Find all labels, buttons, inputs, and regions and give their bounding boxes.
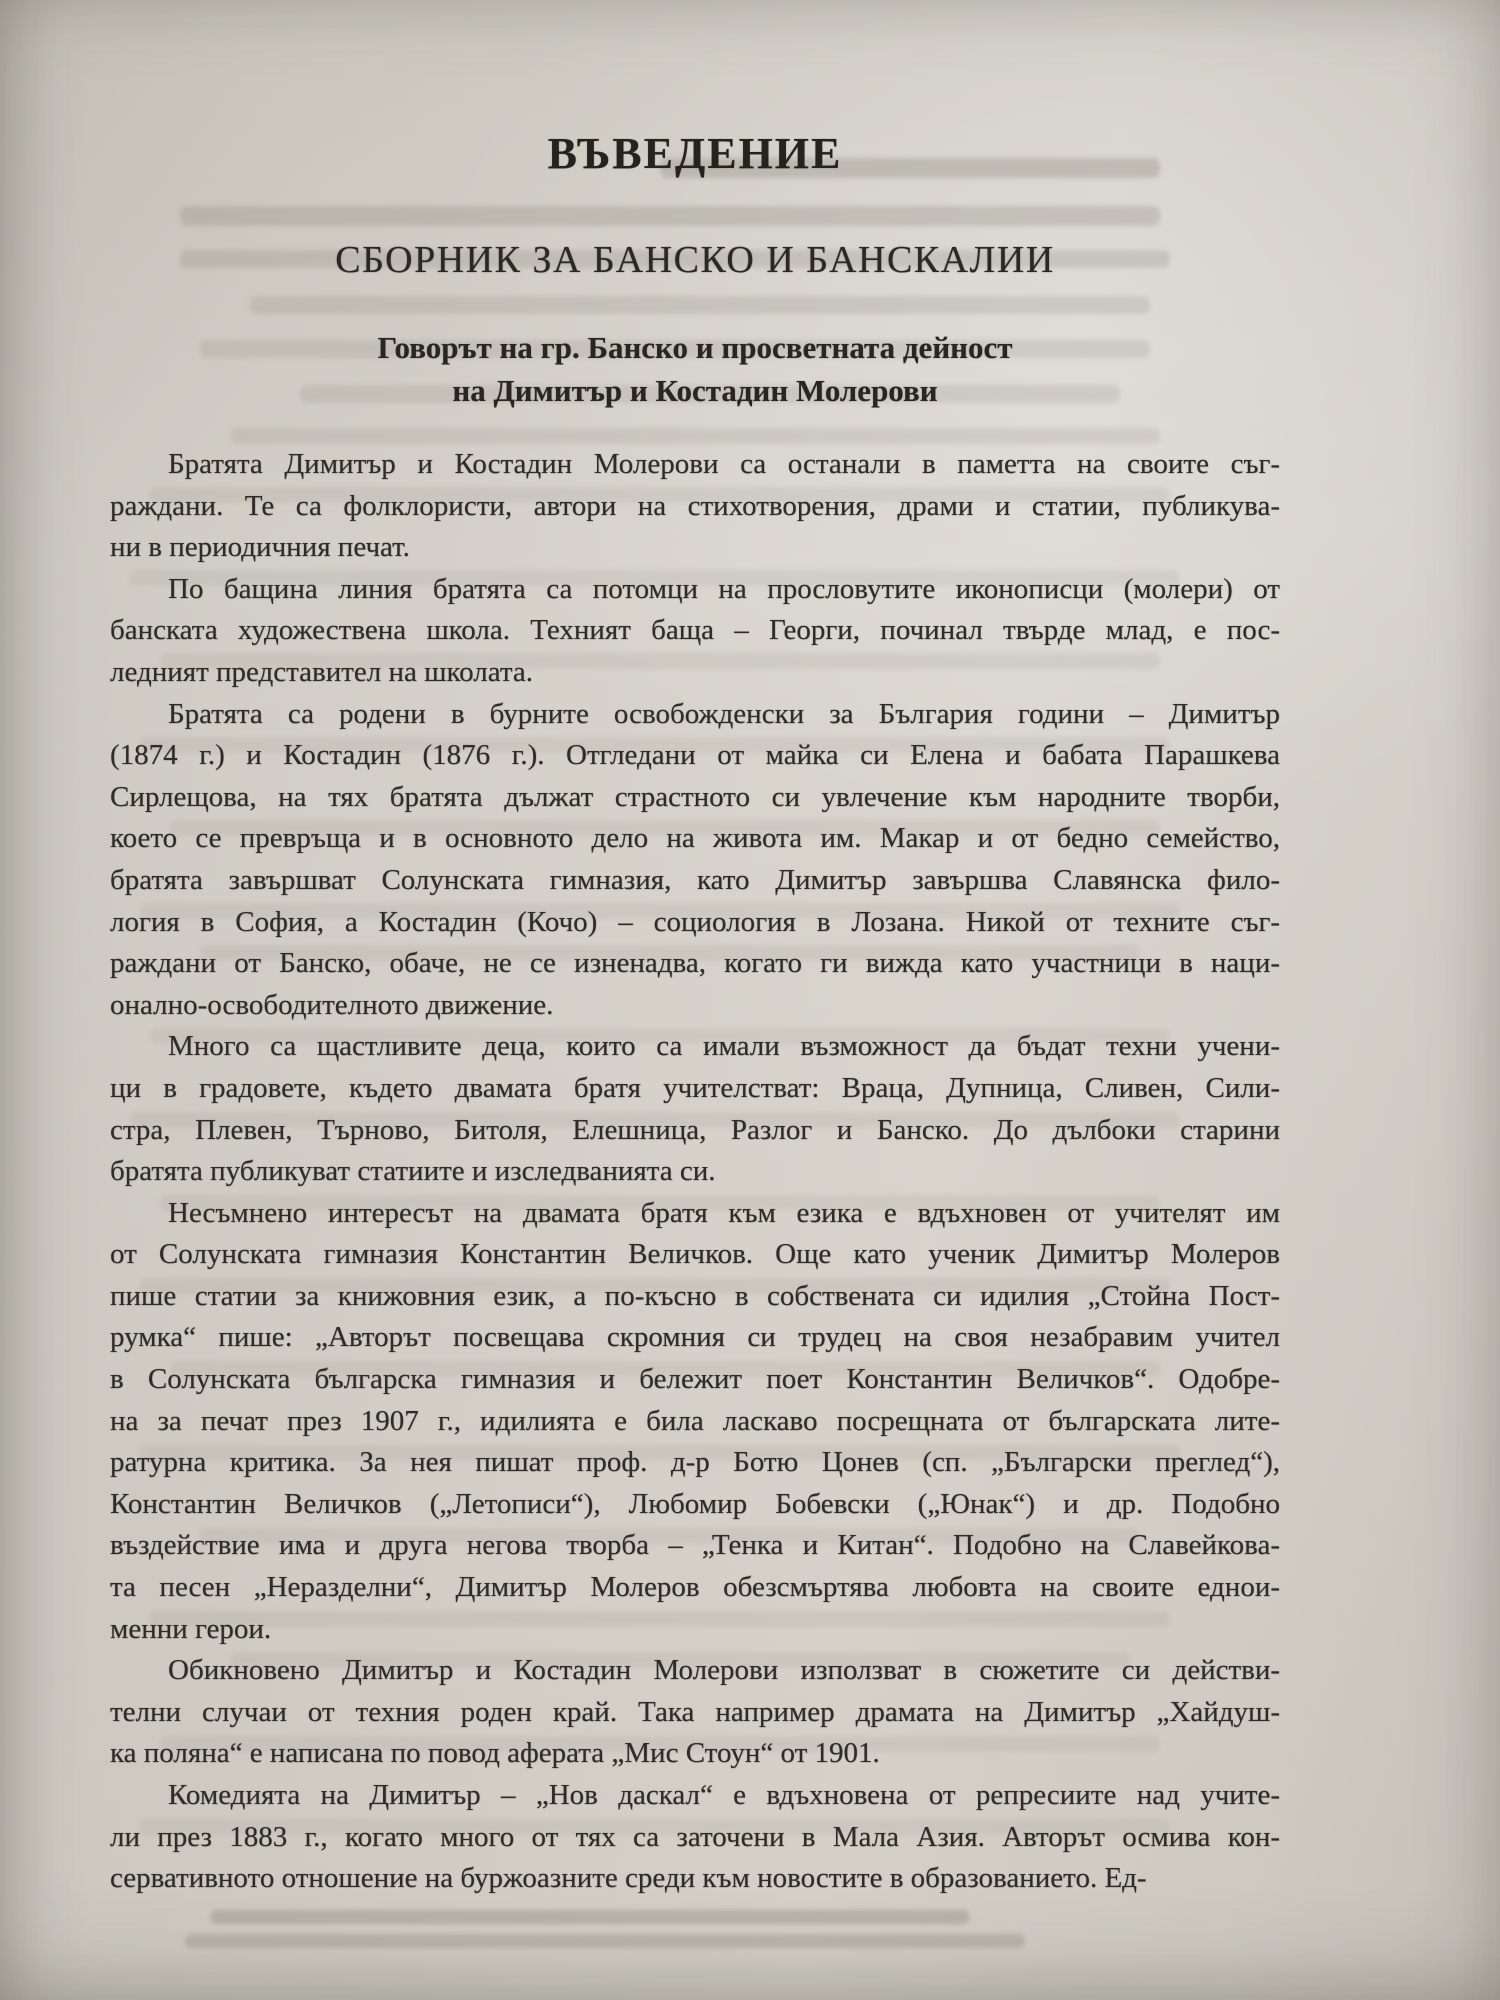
text-line: на за печат през 1907 г., идилията е била ласкаво посрещната от българската лите-: [110, 1404, 1280, 1437]
text-line: Сирлещова, на тях братята дължат страстното си увлечение към народните творби,: [110, 780, 1280, 813]
text-line: раждани. Те са фолклористи, автори на стихотворения, драми и статии, публикува-: [110, 489, 1280, 522]
body-text: [110, 444, 1280, 1900]
footnote-ghost-line: [185, 1934, 1025, 1948]
paragraph: [110, 1650, 1280, 1775]
section-heading-line1: Говорът на гр. Банско и просветната дейност: [377, 330, 1013, 365]
text-line: Братята са родени в бурните освобожденски за България години – Димитър: [168, 697, 1280, 730]
text-line: което се превръща и в основното дело на живота им. Макар и от бедно семейство,: [110, 822, 1280, 855]
text-line: ледният представител на школата.: [110, 655, 533, 688]
paragraph: [110, 444, 1280, 569]
paragraph: [110, 1026, 1280, 1192]
text-line: логия в София, а Костадин (Кочо) – социология в Лозана. Никой от техните съг-: [110, 905, 1280, 938]
text-line: братята завършват Солунската гимназия, като Димитър завършва Славянска фило-: [110, 863, 1280, 896]
text-line: та песен „Неразделни“, Димитър Молеров обезсмъртява любовта на своите еднои-: [110, 1571, 1280, 1604]
bleedthrough-line: [250, 296, 1150, 314]
section-heading-line2: на Димитър и Костадин Молерови: [452, 373, 938, 408]
text-line: ци в градовете, където двамата братя учителстват: Враца, Дупница, Сливен, Сили-: [110, 1071, 1280, 1104]
text-line: ратурна критика. За нея пишат проф. д-р Ботю Цонев (сп. „Български преглед“),: [110, 1446, 1280, 1479]
text-line: телни случаи от техния роден край. Така например драмата на Димитър „Хайдуш-: [110, 1695, 1280, 1728]
text-line: (1874 г.) и Костадин (1876 г.). Отгледани от майка си Елена и бабата Парашкева: [110, 739, 1280, 772]
text-line: Обикновено Димитър и Костадин Молерови използват в сюжетите си действи-: [168, 1654, 1280, 1687]
paragraph: [110, 569, 1280, 694]
text-line: пише статии за книжовния език, а по-късно в собствената си идилия „Стойна Пост-: [110, 1279, 1280, 1312]
text-line: Братята Димитър и Костадин Молерови са останали в паметта на своите съг-: [168, 448, 1280, 480]
text-line: банската художествена школа. Техният баща – Георги, починал твърде млад, е пос-: [110, 614, 1280, 647]
text-line: румка“ пише: „Авторът посвещава скромния си трудец на своя незабравим учител: [110, 1321, 1280, 1354]
text-line: раждани от Банско, обаче, не се изненадва, когато ги вижда като участници в наци-: [110, 947, 1280, 980]
text-line: онално-освободителното движение.: [110, 988, 554, 1021]
text-line: от Солунската гимназия Константин Величков. Още като ученик Димитър Молеров: [110, 1238, 1280, 1271]
text-line: Константин Величков („Летописи“), Любомир Бобевски („Юнак“) и др. Подобно: [110, 1487, 1280, 1520]
footnote-ghost-line: [210, 1910, 970, 1924]
paragraph: [110, 1775, 1280, 1900]
text-line: братята публикуват статиите и изследванията си.: [110, 1155, 716, 1188]
text-line: стра, Плевен, Търново, Битоля, Елешница, Разлог и Банско. До дълбоки старини: [110, 1113, 1280, 1146]
text-line: По бащина линия братята са потомци на прословутите иконописци (молери) от: [168, 572, 1280, 605]
paragraph: [110, 1193, 1280, 1651]
text-line: ка поляна“ е написана по повод аферата „Мис Стоун“ от 1901.: [110, 1737, 880, 1770]
text-line: Много са щастливите деца, които са имали възможност да бъдат техни учени-: [168, 1030, 1280, 1063]
page-title: ВЪВЕДЕНИЕ: [547, 129, 843, 178]
text-line: сервативното отношение на буржоазните среди към новостите в образованието. Ед-: [110, 1862, 1147, 1895]
text-line: Комедията на Димитър – „Нов даскал“ е вдъхновена от репресиите над учите-: [168, 1779, 1280, 1811]
paragraph: [110, 694, 1280, 1027]
text-line: Несъмнено интересът на двамата братя към езика е вдъхновен от учителят им: [168, 1196, 1280, 1229]
page-subtitle: СБОРНИК ЗА БАНСКО И БАНСКАЛИИ: [335, 239, 1055, 281]
bleedthrough-line: [180, 206, 1160, 226]
section-heading: [110, 326, 1280, 412]
text-line: ни в периодичния печат.: [110, 531, 410, 564]
bleedthrough-line: [230, 428, 1160, 444]
text-line: ли през 1883 г., когато много от тях са заточени в Мала Азия. Авторът осмива кон-: [110, 1820, 1280, 1853]
text-line: менни герои.: [110, 1612, 272, 1645]
text-line: въздействие има и друга негова творба – „Тенка и Китан“. Подобно на Славейкова-: [110, 1529, 1280, 1562]
text-line: в Солунската българска гимназия и бележит поет Константин Величков“. Одобре-: [110, 1363, 1280, 1396]
